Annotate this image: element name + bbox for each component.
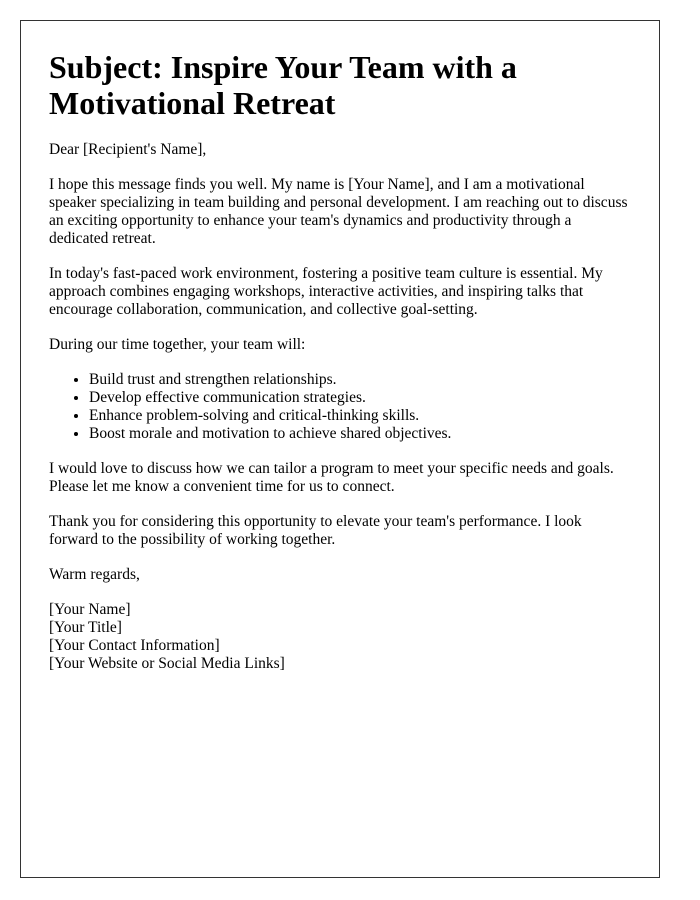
signature-name: [Your Name] [49, 601, 131, 618]
tailor-paragraph: I would love to discuss how we can tailor a program to meet your specific needs and goals. Please let me know a convenient time for us to connect. [49, 460, 614, 495]
letter-greeting: Dear [Recipient's Name], [49, 141, 207, 158]
benefits-lead-paragraph: During our time together, your team will: [49, 336, 306, 353]
list-item: • Boost morale and motivation to achieve shared objectives. [89, 425, 631, 443]
letter-subject: Subject: Inspire Your Team with a Motivational Retreat [49, 49, 517, 121]
thanks-paragraph: Thank you for considering this opportunity to elevate your team's performance. I look forward to the possibility of working together. [49, 513, 582, 548]
signature-contact: [Your Contact Information] [49, 637, 220, 654]
signature-title: [Your Title] [49, 619, 122, 636]
sign-off: Warm regards, [49, 566, 140, 583]
list-item: • Enhance problem-solving and critical-thinking skills. [89, 407, 631, 425]
signature-block [49, 601, 631, 673]
signature-links: [Your Website or Social Media Links] [49, 655, 285, 672]
benefits-list [49, 371, 631, 443]
intro-paragraph: I hope this message finds you well. My name is [Your Name], and I am a motivational speaker specializing in team building and personal development. I am reaching out to discuss an exciting opportunity to enhance your team's dynamics and productivity through a dedicated retreat. [49, 176, 628, 247]
list-item: • Build trust and strengthen relationships. [89, 371, 631, 389]
approach-paragraph: In today's fast-paced work environment, fostering a positive team culture is essential. My approach combines engaging workshops, interactive activities, and inspiring talks that encourage collaboration, communication, and collective goal-setting. [49, 265, 603, 318]
letter-page [20, 20, 660, 878]
list-item: • Develop effective communication strategies. [89, 389, 631, 407]
